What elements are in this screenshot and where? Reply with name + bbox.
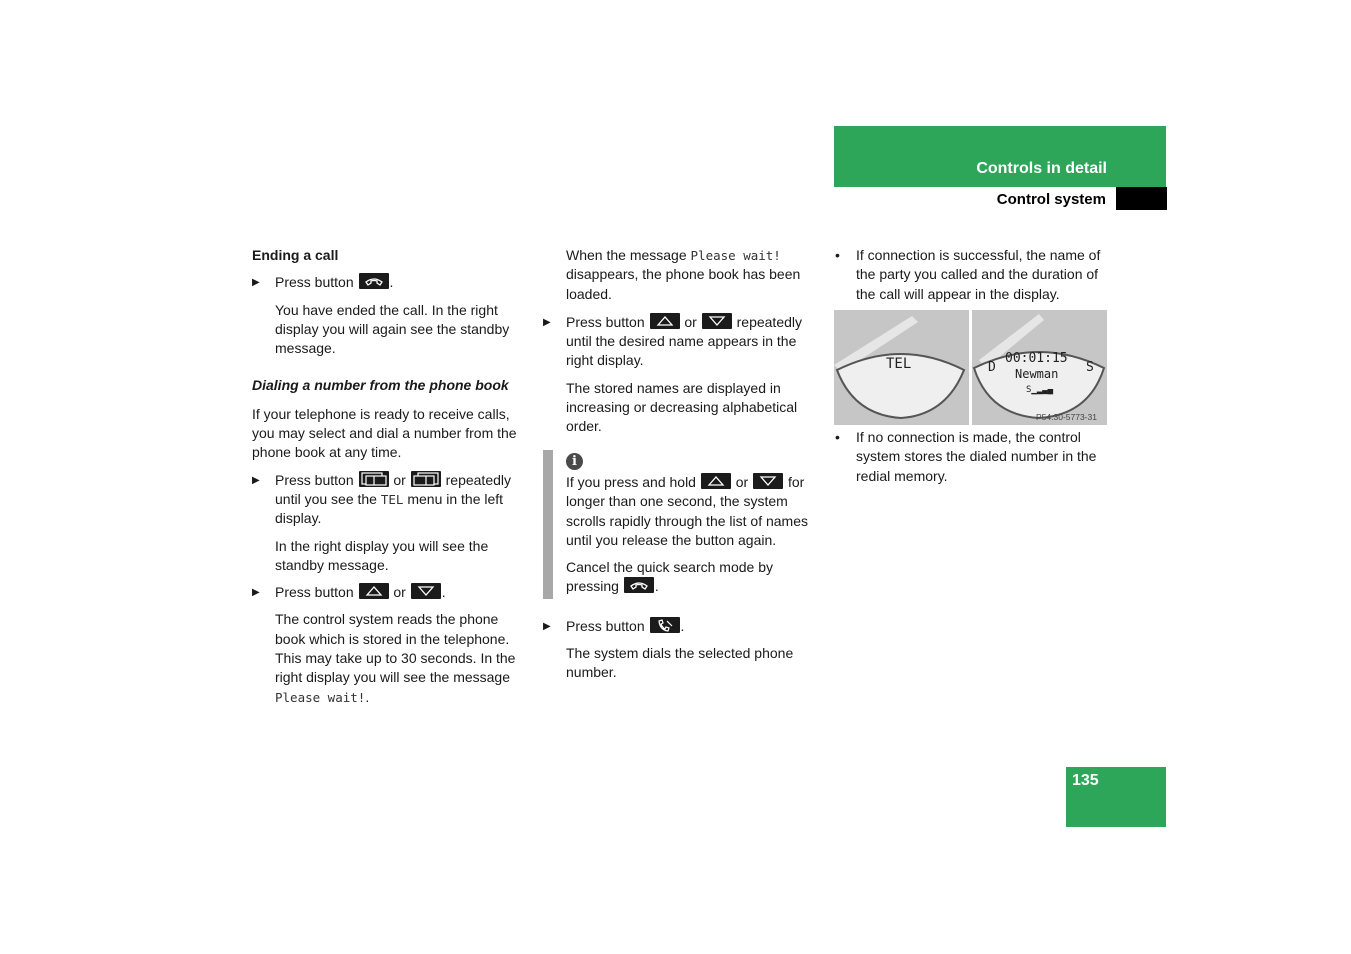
page-back-icon [411, 471, 441, 487]
display-photo [834, 310, 1107, 425]
step-press-page: ▶ Press button or repeatedly until you see the TEL menu in the left display. [252, 471, 512, 527]
page-number: 135 [1072, 772, 1099, 789]
step-press-send: ▶ Press button . [543, 617, 819, 636]
step-arrow-icon: ▶ [543, 316, 551, 328]
heading-ending-a-call: Ending a call [252, 247, 339, 263]
para-reads-phonebook: The control system reads the phone book which is stored in the telephone. This may take up to 30 seconds. In the right display you will see the message Please wait!. [275, 611, 516, 705]
info-note [543, 451, 819, 597]
arrow-down-icon [753, 473, 783, 489]
column-2 [543, 246, 819, 683]
para-dials: The system dials the selected phone number. [566, 645, 794, 681]
para-ended-call: You have ended the call. In the right display you will again see the standby message. [275, 301, 510, 357]
signal-indicator: S▁▂▃▄ [1026, 385, 1054, 395]
step-press-end: ▶ Press button . [252, 273, 527, 292]
para-stored-names: The stored names are displayed in increasing or decreasing alphabetical order. [566, 379, 798, 435]
bullet-success: • If connection is successful, the name of the party you called and the duration of the call will appear in the display. [835, 247, 1101, 302]
display-name: Newman [1015, 367, 1059, 381]
subsection-title: Control system [996, 191, 1106, 208]
page-forward-icon [359, 471, 389, 487]
display-s: S [1086, 360, 1094, 375]
section-title: Controls in detail [976, 160, 1107, 177]
step-arrow-icon: ▶ [252, 474, 260, 486]
step-arrow-icon: ▶ [252, 277, 260, 289]
note-side-bar [543, 450, 553, 599]
arrow-down-icon [702, 313, 732, 329]
header-black-tab [1116, 187, 1167, 210]
step-press-updown-repeat: ▶ Press button or repeatedly until the desired name appears in the right display. [543, 313, 803, 369]
display-time: 00:01:15 [1005, 351, 1068, 366]
para-standby: In the right display you will see the standby message. [275, 537, 489, 573]
send-call-icon [650, 617, 680, 633]
step-press-updown: ▶ Press button or . [252, 583, 527, 602]
end-call-icon [624, 577, 654, 593]
heading-dialing: Dialing a number from the phone book [252, 377, 509, 394]
arrow-up-icon [359, 583, 389, 599]
display-d: D [988, 360, 996, 375]
note-cancel: Cancel the quick search mode by pressing . [566, 559, 773, 595]
bullet-no-connection: • If no connection is made, the control system stores the dialed number in the redial memory. [835, 429, 1097, 484]
step-arrow-icon: ▶ [252, 587, 260, 599]
arrow-up-icon [701, 473, 731, 489]
step-text: Press button [275, 274, 354, 291]
end-call-icon [359, 273, 389, 289]
display-left-text: TEL [886, 356, 912, 372]
column-3 [834, 246, 1109, 304]
info-icon: i [566, 453, 583, 470]
column-1 [252, 246, 527, 707]
step-arrow-icon: ▶ [543, 620, 551, 632]
para-ready: If your telephone is ready to receive calls, you may select and dial a number from the phone book at any time. [252, 405, 517, 461]
column-3-lower [834, 428, 1109, 486]
para-message-disappears: When the message Please wait! disappears, the phone book has been loaded. [566, 247, 801, 302]
photo-caption: P54.30-5773-31 [1036, 412, 1097, 422]
note-press-hold: If you press and hold or for longer than one second, the system scrolls rapidly through the list of names until you release the button again. [566, 473, 808, 548]
arrow-down-icon [411, 583, 441, 599]
arrow-up-icon [650, 313, 680, 329]
